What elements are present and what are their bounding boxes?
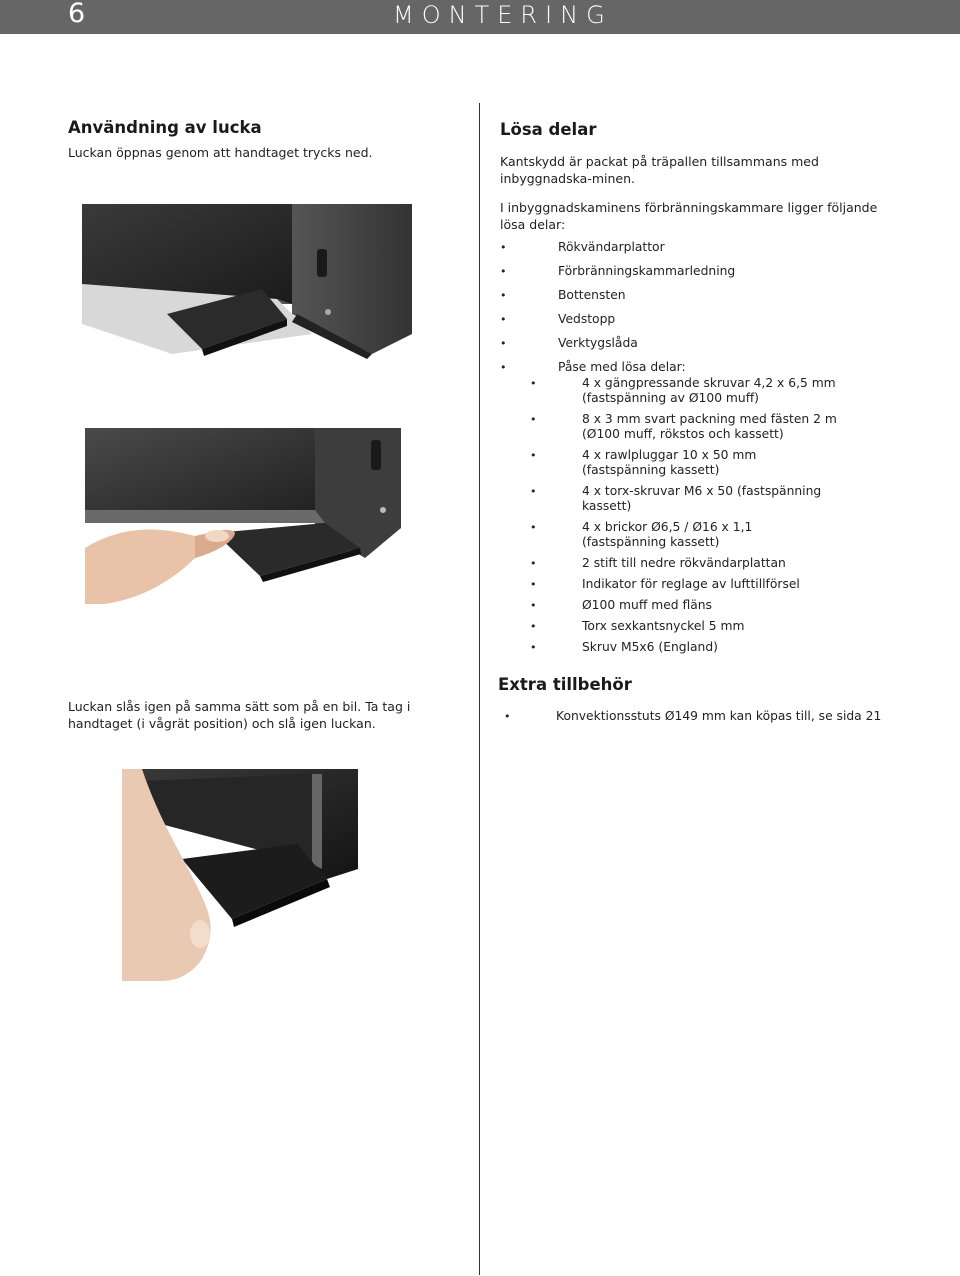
list-item: • 4 x rawlpluggar 10 x 50 mm (fastspänning kassett) [500, 448, 840, 478]
extra-accessories-list [474, 709, 934, 730]
list-item: • 8 x 3 mm svart packning med fästen 2 m (Ø100 muff, rökstos och kassett) [500, 412, 840, 442]
photo-hand-closing-door [122, 769, 358, 981]
loose-parts-intro-2: I inbyggnadskaminens förbränningskammare ligger följande lösa delar: [500, 200, 878, 232]
heading-loose-parts: Lösa delar [500, 120, 597, 139]
door-close-text: Luckan slås igen på samma sätt som på en bil. Ta tag i handtaget (i vågrät position) och slå igen luckan. [68, 699, 411, 731]
list-item: • Påse med lösa delar: [500, 360, 900, 375]
photo-door-handle-closed [82, 204, 438, 368]
heading-extra-accessories: Extra tillbehör [498, 675, 632, 694]
heading-door-usage: Användning av lucka [68, 118, 262, 137]
loose-parts-intro-1: Kantskydd är packat på träpallen tillsammans med inbyggnadska-minen. [500, 154, 819, 186]
page-number: 6 [68, 0, 86, 29]
bag-contents-list [500, 376, 840, 661]
door-open-text: Luckan öppnas genom att handtaget trycks ned. [68, 145, 373, 160]
list-item: • Vedstopp [500, 312, 900, 327]
list-item: • 4 x torx-skruvar M6 x 50 (fastspänning kassett) [500, 484, 840, 514]
loose-parts-list [500, 240, 900, 384]
list-item: • Konvektionsstuts Ø149 mm kan köpas till, se sida 21 [474, 709, 934, 724]
list-item: • 4 x brickor Ø6,5 / Ø16 x 1,1 (fastspänning kassett) [500, 520, 840, 550]
column-divider [479, 103, 480, 1275]
header-bar [0, 0, 960, 34]
list-item: • Förbränningskammarledning [500, 264, 900, 279]
list-item: • Verktygslåda [500, 336, 900, 351]
list-item: • Ø100 muff med fläns [500, 598, 840, 613]
list-item: • 4 x gängpressande skruvar 4,2 x 6,5 mm (fastspänning av Ø100 muff) [500, 376, 840, 406]
section-title: MONTERING [393, 1, 613, 29]
list-item: • Rökvändarplattor [500, 240, 900, 255]
list-item: • Bottensten [500, 288, 900, 303]
photo-hand-opening-door [85, 428, 401, 604]
list-item: • Skruv M5x6 (England) [500, 640, 840, 655]
list-item: • Torx sexkantsnyckel 5 mm [500, 619, 840, 634]
list-item: • 2 stift till nedre rökvändarplattan [500, 556, 840, 571]
list-item: • Indikator för reglage av lufttillförsel [500, 577, 840, 592]
